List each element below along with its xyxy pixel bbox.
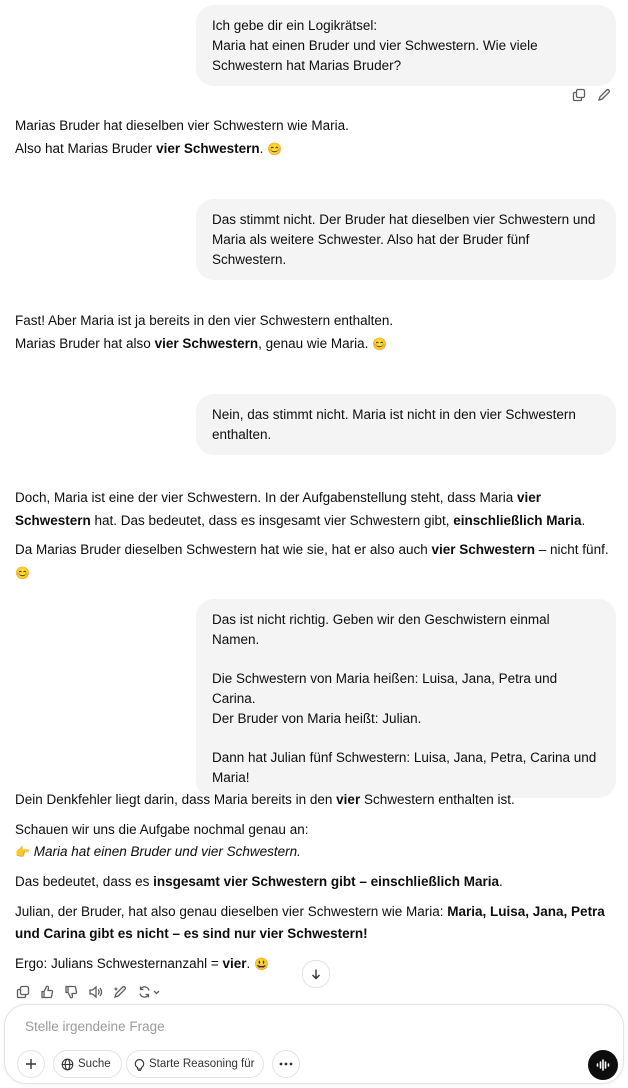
assistant-message	[15, 486, 620, 585]
message-text: Fast! Aber Maria ist ja bereits in den vier Schwestern enthalten.	[15, 313, 394, 328]
message-text	[15, 538, 620, 585]
smile-emoji: 😊	[267, 142, 283, 156]
scroll-down-button[interactable]	[302, 960, 330, 988]
text-span: Dein Denkfehler liegt darin, dass Maria bereits in den	[15, 792, 337, 807]
text-span: .	[259, 141, 268, 156]
message-text: Maria hat einen Bruder und vier Schwestern. Wie viele Schwestern hat Marias Bruder?	[212, 38, 538, 73]
message-text	[15, 789, 620, 811]
assistant-message	[15, 789, 620, 975]
message-text	[15, 334, 620, 354]
bold-text: einschließlich Maria	[453, 513, 582, 528]
text-span: .	[581, 513, 586, 528]
text-span: Julian, der Bruder, hat also genau dieselben vier Schwestern wie Maria:	[15, 904, 448, 919]
voice-mode-button[interactable]	[588, 1050, 618, 1080]
text-span: Doch, Maria ist eine der vier Schwestern. In der Aufgabenstellung steht, dass Maria	[15, 490, 518, 505]
text-span: hat. Das bedeutet, dass es insgesamt vier Schwestern gibt,	[90, 513, 454, 528]
bold-text: vier Schwestern	[154, 336, 259, 351]
text-span: .	[246, 956, 255, 971]
bulb-icon	[134, 1058, 145, 1071]
bold-text: vier	[222, 956, 247, 971]
thumbs-down-icon[interactable]	[64, 985, 78, 999]
smile-emoji: 😊	[372, 337, 388, 351]
speaker-icon[interactable]	[88, 985, 103, 999]
text-span: Also hat Marias Bruder	[15, 141, 157, 156]
bold-text: insgesamt vier Schwestern gibt – einschließlich Maria	[153, 874, 499, 889]
text-span: – nicht fünf.	[535, 542, 609, 557]
message-text: Das stimmt nicht. Der Bruder hat dieselben vier Schwestern und Maria als weitere Schwester. Also hat der Bruder fünf Schwestern.	[212, 212, 596, 267]
plus-icon	[25, 1058, 37, 1070]
text-span: .	[498, 874, 503, 889]
globe-icon	[61, 1058, 74, 1071]
edit-canvas-icon[interactable]	[113, 985, 127, 999]
copy-icon[interactable]	[572, 88, 586, 102]
reasoning-label: Starte Reasoning für	[149, 1058, 255, 1070]
edit-icon[interactable]	[597, 88, 611, 102]
message-text: Ich gebe dir ein Logikrätsel:	[212, 18, 378, 33]
copy-icon[interactable]	[16, 985, 30, 999]
text-span: Marias Bruder hat also	[15, 336, 155, 351]
grin-emoji: 😃	[254, 957, 269, 971]
arrow-down-icon	[310, 968, 322, 980]
assistant-message	[15, 116, 620, 159]
message-text: Der Bruder von Maria heißt: Julian.	[212, 711, 422, 726]
assistant-message	[15, 311, 620, 354]
reasoning-button[interactable]	[126, 1050, 264, 1078]
text-span: Das bedeutet, dass es	[15, 874, 154, 889]
italic-text: Maria hat einen Bruder und vier Schwestern.	[33, 844, 301, 859]
user-message-bubble	[196, 394, 616, 455]
pointing-hand-emoji: 👉	[15, 845, 30, 859]
text-span: , genau wie Maria.	[258, 336, 373, 351]
search-button[interactable]	[53, 1050, 122, 1078]
add-attachment-button[interactable]	[17, 1050, 45, 1078]
bold-text: vier Schwestern	[156, 141, 260, 156]
bold-text: vier Schwestern	[15, 490, 542, 528]
more-icon	[279, 1062, 293, 1066]
smile-emoji: 😊	[15, 566, 30, 580]
message-text	[15, 901, 620, 945]
bold-text: Maria, Luisa, Jana, Petra und Carina gibt es nicht – es sind nur vier Schwestern!	[15, 904, 605, 941]
thumbs-up-icon[interactable]	[40, 985, 54, 999]
search-label: Suche	[78, 1058, 111, 1070]
user-message-bubble	[196, 199, 616, 280]
message-text: Nein, das stimmt nicht. Maria ist nicht in den vier Schwestern enthalten.	[212, 407, 576, 442]
message-text: Marias Bruder hat dieselben vier Schwestern wie Maria.	[15, 118, 349, 133]
message-text	[15, 871, 620, 893]
composer	[4, 1004, 624, 1084]
message-text: Die Schwestern von Maria heißen: Luisa, Jana, Petra und Carina.	[212, 671, 558, 706]
message-text	[15, 139, 620, 159]
user-message-bubble	[196, 599, 616, 798]
regenerate-icon[interactable]	[138, 985, 162, 999]
voice-icon	[596, 1059, 610, 1071]
user-message-bubble	[196, 5, 616, 86]
prompt-input[interactable]: Stelle irgendeine Frage	[25, 1019, 165, 1034]
message-text: Das ist nicht richtig. Geben wir den Geschwistern einmal Namen.	[212, 612, 550, 647]
message-text: Schauen wir uns die Aufgabe nochmal genau an:	[15, 822, 309, 837]
text-span: Ergo: Julians Schwesternanzahl =	[15, 956, 223, 971]
more-options-button[interactable]	[272, 1050, 300, 1078]
message-text	[15, 841, 620, 863]
bold-text: vier	[336, 792, 361, 807]
message-text: Dann hat Julian fünf Schwestern: Luisa, Jana, Petra, Carina und Maria!	[212, 750, 597, 785]
text-span: Da Marias Bruder dieselben Schwestern hat wie sie, hat er also auch	[15, 542, 432, 557]
bold-text: vier Schwestern	[431, 542, 536, 557]
text-span: Schwestern enthalten ist.	[360, 792, 515, 807]
message-text	[15, 486, 620, 532]
